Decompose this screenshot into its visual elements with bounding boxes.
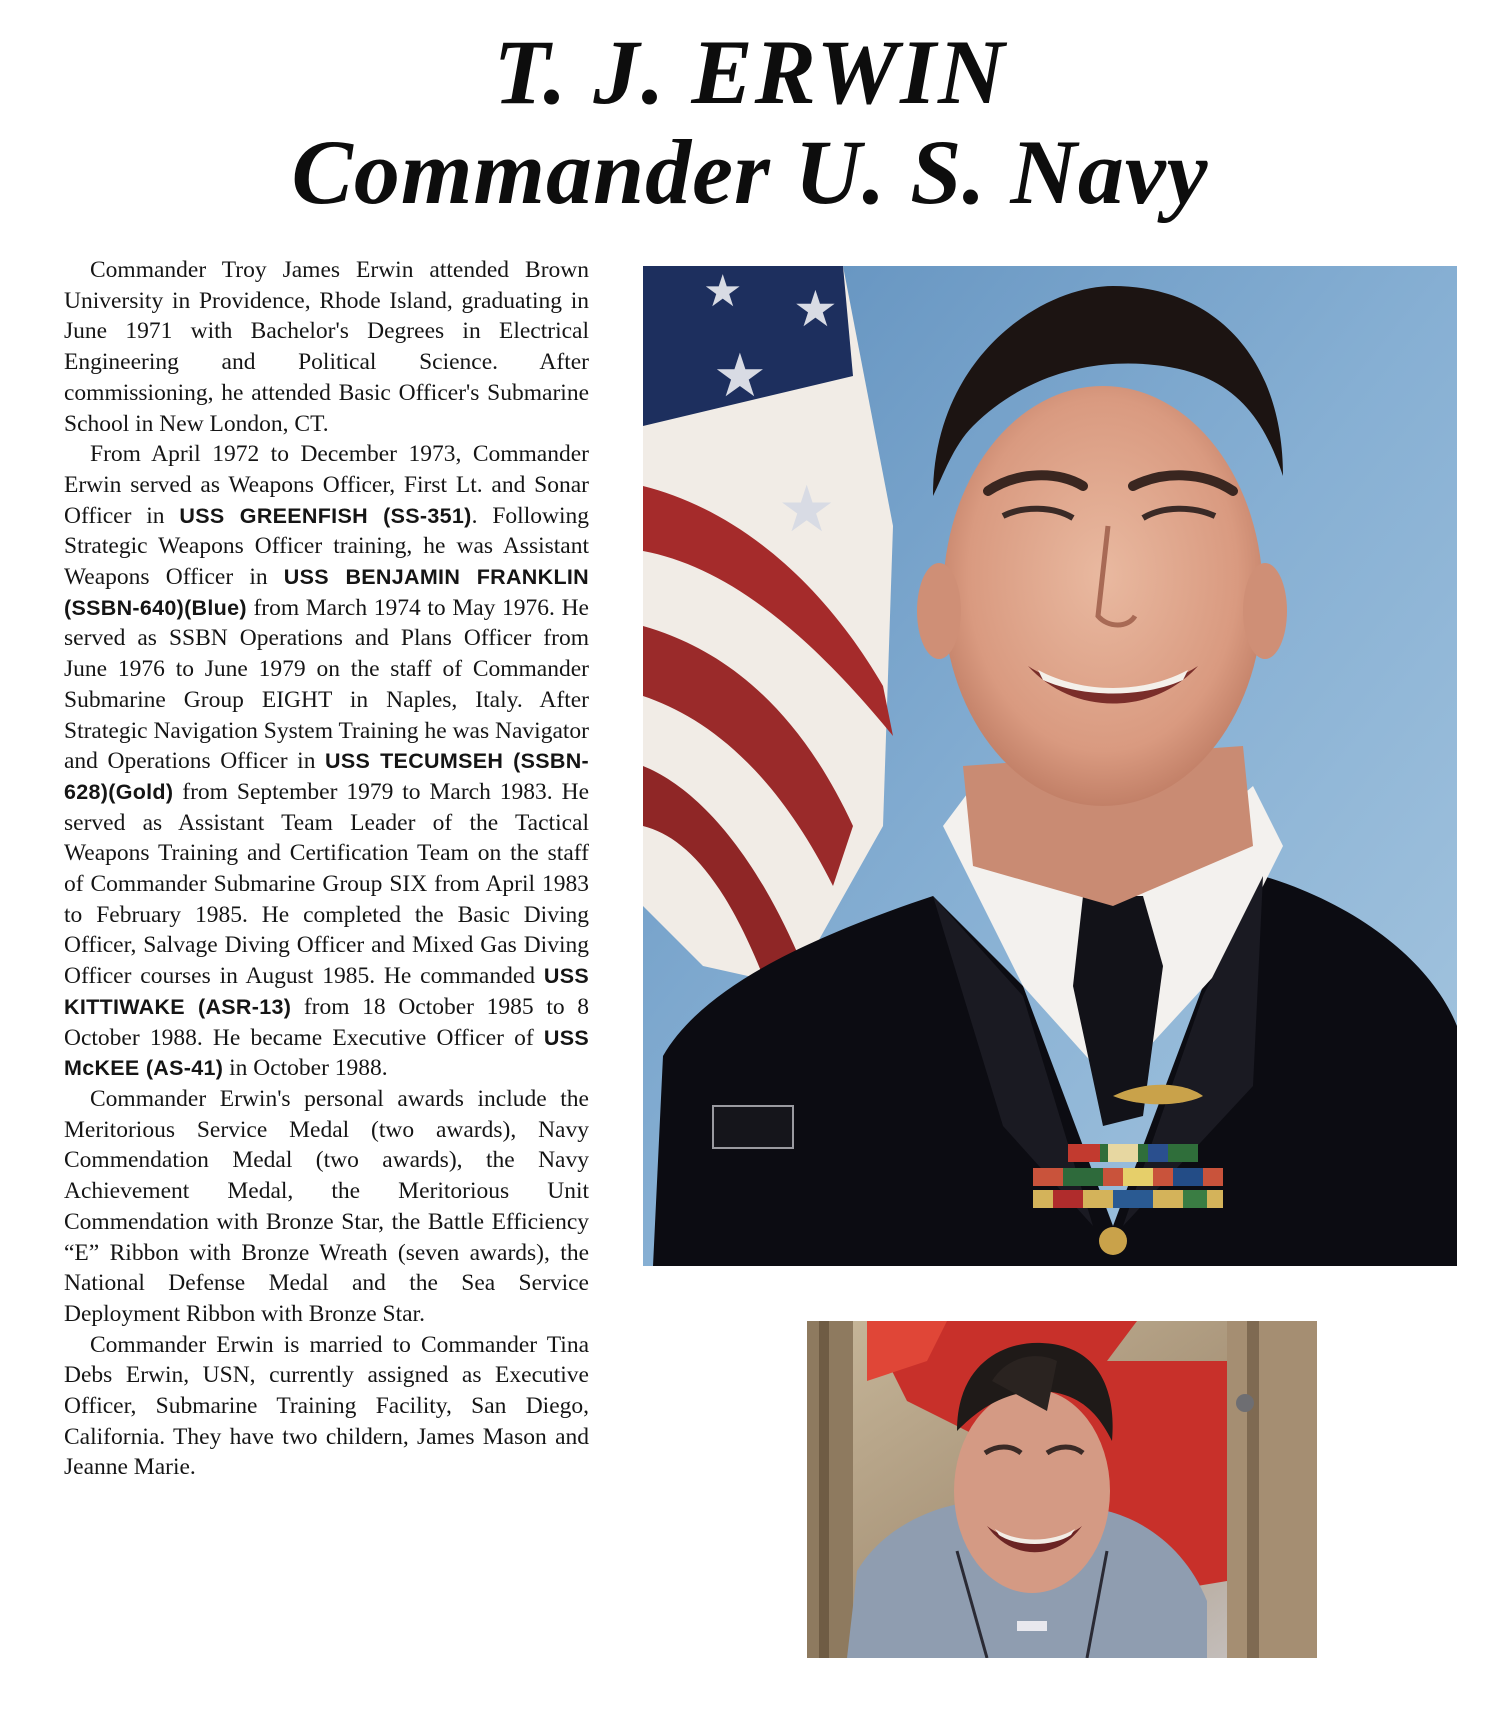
bio-paragraph-career [64,439,589,1084]
svg-text:★: ★ [703,266,743,317]
ship-name: USS KITTIWAKE (ASR-13) [64,964,589,1019]
biography-text [64,255,589,1483]
ship-name: USS TECUMSEH (SSBN-628)(Gold) [64,749,589,804]
svg-text:★: ★ [713,341,767,411]
bio-paragraph-awards: Commander Erwin's personal awards include the Meritorious Service Medal (two awards), Navy Commendation Medal (two awards), the Navy Achievement Medal, the Meritorious Unit Commendation with Bronze Star, the Battle Efficiency “E” Ribbon with Bronze Wreath (seven awards), the National Defense Medal and the Sea Service Deployment Ribbon with Bronze Star. [64,1085,589,1327]
diving-candid-photo [807,1321,1317,1658]
ship-name: USS McKEE (AS-41) [64,1025,589,1081]
officer-rank: Commander U. S. Navy [291,121,1209,223]
career-text: from March 1974 to May 1976. He served as SSBN Operations and Plans Officer from June 1976 to June 1979 on the staff of Commander Submarine Group EIGHT in Naples, Italy. After Strategic Navigation System Training he was Navigator and Operations Officer in [64,594,589,775]
career-text: from September 1979 to March 1983. He served as Assistant Team Leader of the Tactical Weapons Training and Certification Team on the staff of Commander Submarine Group SIX from April 1983 to February 1985. He completed the Basic Diving Officer, Salvage Diving Officer and Mixed Gas Diving Officer courses in August 1985. He commanded [64,778,589,990]
ship-name: USS GREENFISH (SS-351) [179,503,472,528]
svg-text:★: ★ [778,473,836,547]
career-text: From April 1972 to December 1973, Commander Erwin served as Weapons Officer, First Lt. and Sonar Officer in [64,441,589,529]
official-portrait-photo [643,266,1457,1266]
bio-paragraph-family: Commander Erwin is married to Commander Tina Debs Erwin, USN, currently assigned as Executive Officer, Submarine Training Facility, San Diego, California. They have two childern, James Mason and Jeanne Marie. [64,1331,589,1481]
bio-paragraph-education: Commander Troy James Erwin attended Brown University in Providence, Rhode Island, graduating in June 1971 with Bachelor's Degrees in Electrical Engineering and Political Science. After commissioning, he attended Basic Officer's Submarine School in New London, CT. [64,257,589,437]
page-title [0,22,1500,222]
ship-name: USS BENJAMIN FRANKLIN (SSBN-640)(Blue) [64,565,589,620]
career-text: from 18 October 1985 to 8 October 1988. He became Executive Officer of [64,993,589,1051]
officer-name: T. J. ERWIN [493,21,1007,123]
career-text: . Following Strategic Weapons Officer training, he was Assistant Weapons Officer in [64,502,589,591]
career-text: in October 1988. [223,1055,388,1082]
svg-text:★: ★ [793,280,838,338]
